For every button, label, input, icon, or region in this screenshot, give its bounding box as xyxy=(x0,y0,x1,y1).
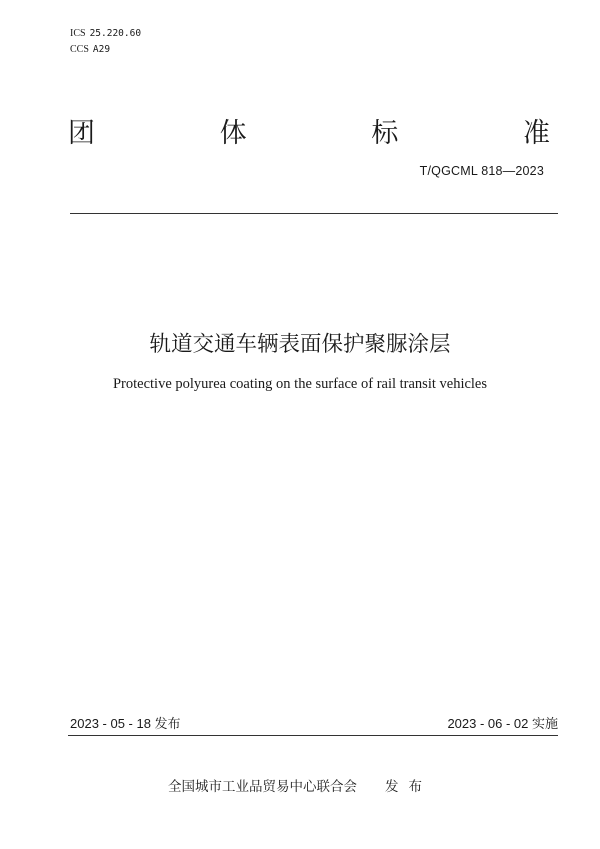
ccs-label: CCS xyxy=(70,44,89,55)
standard-number: T/QGCML 818—2023 xyxy=(419,164,544,178)
ics-value: 25.220.60 xyxy=(89,28,142,39)
document-title-en: Protective polyurea coating on the surface of rail transit vehicles xyxy=(112,376,488,392)
ics-line xyxy=(70,28,141,40)
publisher-suffix: 发布 xyxy=(385,779,432,795)
publisher-line xyxy=(0,775,600,795)
implement-date: 2023 - 06 - 02 实施 xyxy=(447,716,558,731)
issue-date: 2023 - 05 - 18 发布 xyxy=(70,716,181,731)
standard-type-char: 标 xyxy=(371,117,399,149)
ccs-value: A29 xyxy=(92,44,111,55)
ics-label: ICS xyxy=(70,28,86,39)
document-title-zh: 轨道交通车辆表面保护聚脲涂层 xyxy=(149,332,451,357)
standard-type-char: 准 xyxy=(522,117,550,149)
standard-type-char: 团 xyxy=(68,117,95,149)
ccs-line xyxy=(70,44,110,56)
standard-type-heading xyxy=(68,112,550,148)
publisher-name: 全国城市工业品贸易中心联合会 xyxy=(168,779,357,795)
footer-divider xyxy=(68,735,558,736)
standard-type-char: 体 xyxy=(219,117,247,149)
header-divider xyxy=(70,213,558,214)
